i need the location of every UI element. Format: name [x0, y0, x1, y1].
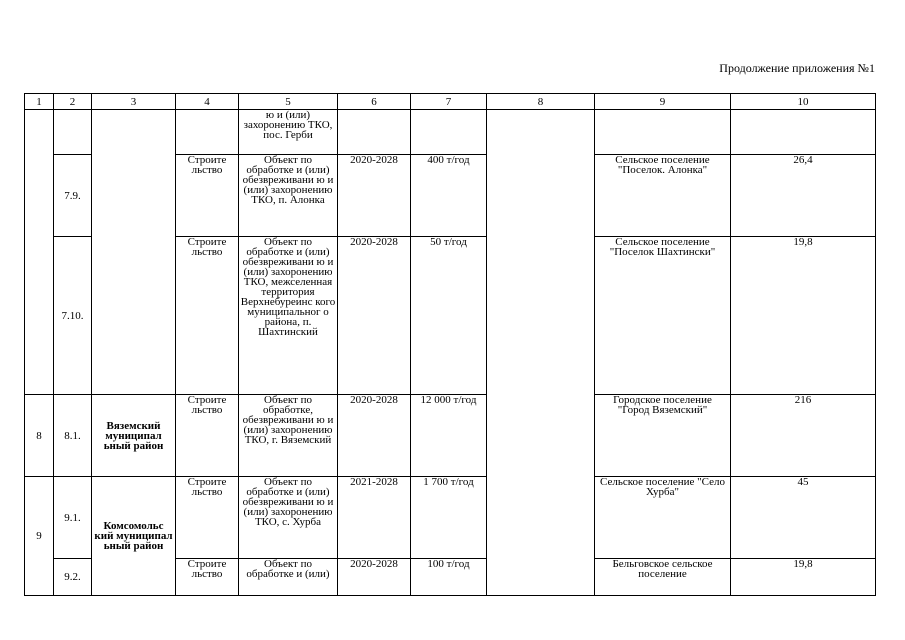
cell-capacity: 50 т/год	[411, 237, 487, 395]
cell-district: Комсомольс кий муниципал ьный район	[92, 477, 176, 596]
appendix-table	[24, 93, 876, 596]
cell-value: 216	[731, 395, 876, 477]
cell-type: Строите льство	[176, 395, 239, 477]
cell-group-number: 9	[25, 477, 54, 596]
cell-object: Объект по обработке и (или) обезвреживани ю и (или) захоронению ТКО, с. Хурба	[239, 477, 338, 559]
header-col-8: 8	[487, 94, 595, 110]
cell-number: 9.1.	[54, 477, 92, 559]
cell-settlement-empty	[595, 110, 731, 155]
cell-district: Вяземский муниципал ьный район	[92, 395, 176, 477]
cell-group-number: 8	[25, 395, 54, 477]
cell-col8-empty	[487, 110, 595, 596]
cell-type: Строите льство	[176, 237, 239, 395]
header-col-2: 2	[54, 94, 92, 110]
table-row	[25, 110, 876, 155]
header-col-5: 5	[239, 94, 338, 110]
cell-number: 8.1.	[54, 395, 92, 477]
cell-capacity: 12 000 т/год	[411, 395, 487, 477]
header-col-3: 3	[92, 94, 176, 110]
cell-capacity: 1 700 т/год	[411, 477, 487, 559]
cell-capacity: 100 т/год	[411, 559, 487, 596]
header-col-9: 9	[595, 94, 731, 110]
cell-settlement: Сельское поселение "Село Хурба"	[595, 477, 731, 559]
cell-value: 19,8	[731, 559, 876, 596]
cell-number: 9.2.	[54, 559, 92, 596]
cell-object: Объект по обработке и (или) обезвреживани ю и (или) захоронению ТКО, п. Алонка	[239, 155, 338, 237]
cell-type: Строите льство	[176, 559, 239, 596]
cell-object: ю и (или) захоронению ТКО, пос. Герби	[239, 110, 338, 155]
cell-type-empty	[176, 110, 239, 155]
cell-settlement: Сельское поселение "Поселок. Алонка"	[595, 155, 731, 237]
cell-capacity-empty	[411, 110, 487, 155]
cell-type: Строите льство	[176, 477, 239, 559]
table-row	[25, 395, 876, 477]
cell-value: 19,8	[731, 237, 876, 395]
cell-period: 2020-2028	[338, 395, 411, 477]
cell-object: Объект по обработке и (или)	[239, 559, 338, 596]
header-col-10: 10	[731, 94, 876, 110]
cell-number-empty	[54, 110, 92, 155]
cell-period-empty	[338, 110, 411, 155]
cell-settlement: Бельговское сельское поселение	[595, 559, 731, 596]
cell-number: 7.10.	[54, 237, 92, 395]
header-col-6: 6	[338, 94, 411, 110]
cell-settlement: Городское поселение "Город Вяземский"	[595, 395, 731, 477]
header-col-7: 7	[411, 94, 487, 110]
cell-value: 45	[731, 477, 876, 559]
header-col-4: 4	[176, 94, 239, 110]
cell-value-empty	[731, 110, 876, 155]
table-row	[25, 477, 876, 559]
cell-period: 2020-2028	[338, 155, 411, 237]
cell-period: 2021-2028	[338, 477, 411, 559]
cell-settlement: Сельское поселение "Поселок Шахтински"	[595, 237, 731, 395]
cell-period: 2020-2028	[338, 237, 411, 395]
cell-type: Строите льство	[176, 155, 239, 237]
page-heading: Продолжение приложения №1	[719, 61, 875, 75]
header-col-1: 1	[25, 94, 54, 110]
cell-district-empty	[92, 110, 176, 395]
cell-period: 2020-2028	[338, 559, 411, 596]
cell-number: 7.9.	[54, 155, 92, 237]
cell-capacity: 400 т/год	[411, 155, 487, 237]
cell-object: Объект по обработке и (или) обезвреживани ю и (или) захоронению ТКО, межселенная территория Верхнебуреинс кого муниципальног о района, п. Шахтинский	[239, 237, 338, 395]
header-row	[25, 94, 876, 110]
cell-object: Объект по обработке, обезвреживани ю и (или) захоронению ТКО, г. Вяземский	[239, 395, 338, 477]
cell-value: 26,4	[731, 155, 876, 237]
cell-col1-group7	[25, 110, 54, 395]
